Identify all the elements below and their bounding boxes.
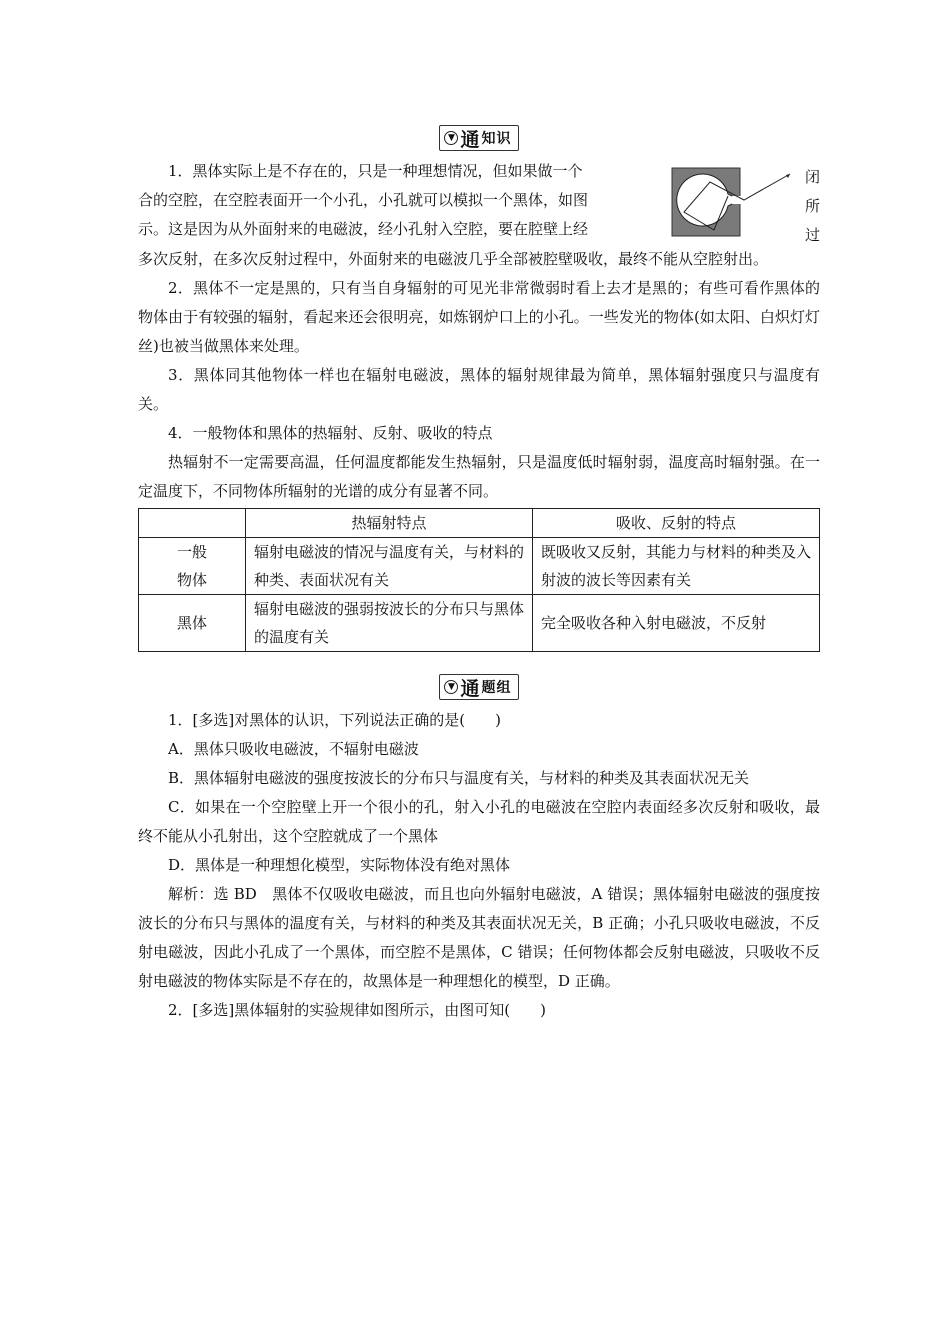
table-row: 一般 物体 辐射电磁波的情况与温度有关，与材料的种类、表面状况有关 既吸收又反射，其能力与材料的种类及入射波的波长等因素有关	[139, 538, 820, 595]
cavity-figure	[670, 163, 820, 245]
side-text: 闭 所 过	[804, 168, 820, 244]
paragraph-1	[138, 157, 820, 274]
answer-explanation: 解析：选 BD 黑体不仅吸收电磁波，而且也向外辐射电磁波，A 错误；黑体辐射电磁波的强度按波长的分布只与黑体的温度有关，与材料的种类及其表面状况无关，B 正确；小孔只吸收电磁波，不反射电磁波，因此小孔成了一个黑体，而空腔不是黑体，C 错误；任何物体都会反射电磁波，只吸收不反射电磁波的物体实际是不存在的，故黑体是一种理想化的模型，D 正确。	[138, 885, 820, 990]
section-header-knowledge	[138, 125, 820, 155]
option-a: A．黑体只吸收电磁波，不辐射电磁波	[168, 740, 419, 758]
question-1: 1．[多选]对黑体的认识，下列说法正确的是( )	[168, 711, 501, 729]
option-c: C．如果在一个空腔壁上开一个很小的孔，射入小孔的电磁波在空腔内表面经多次反射和吸收，最终不能从小孔射出，这个空腔就成了一个黑体	[138, 798, 820, 845]
p1-line1: 1．黑体实际上是不存在的，只是一种理想情况，但如果做一个	[168, 162, 583, 180]
paragraph-2: 2．黑体不一定是黑的，只有当自身辐射的可见光非常微弱时看上去才是黑的；有些可看作黑体的物体由于有较强的辐射，看起来还会很明亮，如炼钢炉口上的小孔。一些发光的物体(如太阳、白炽灯灯丝)也被当做黑体来处理。	[138, 279, 820, 355]
badge-label: 题组	[481, 680, 512, 696]
comparison-table	[138, 508, 820, 652]
chevron-down-icon: ▼	[444, 131, 458, 145]
question-2: 2．[多选]黑体辐射的实验规律如图所示，由图可知( )	[168, 1001, 546, 1019]
paragraph-4: 4．一般物体和黑体的热辐射、反射、吸收的特点	[168, 424, 493, 442]
badge-main-char: 通	[460, 128, 480, 151]
blackbody-cavity-diagram	[670, 166, 794, 248]
option-b: B．黑体辐射电磁波的强度按波长的分布只与温度有关，与材料的种类及其表面状况无关	[168, 769, 750, 787]
section-badge	[439, 674, 518, 700]
paragraph-5: 热辐射不一定需要高温，任何温度都能发生热辐射，只是温度低时辐射弱，温度高时辐射强。在一定温度下，不同物体所辐射的光谱的成分有显著不同。	[138, 453, 820, 500]
p1-line2: 合的空腔，在空腔表面开一个小孔，小孔就可以模拟一个黑体，如图	[138, 191, 589, 209]
table-header-row: 热辐射特点 吸收、反射的特点	[139, 509, 820, 538]
paragraph-3: 3．黑体同其他物体一样也在辐射电磁波，黑体的辐射规律最为简单，黑体辐射强度只与温度有关。	[138, 366, 820, 413]
document-body	[138, 125, 820, 1025]
section-badge	[439, 125, 518, 151]
p1-line3: 示。这是因为从外面射来的电磁波，经小孔射入空腔，要在腔壁上经	[138, 220, 589, 238]
option-d: D．黑体是一种理想化模型，实际物体没有绝对黑体	[168, 856, 511, 874]
chevron-down-icon: ▼	[444, 680, 458, 694]
table-row: 黑体 辐射电磁波的强弱按波长的分布只与黑体的温度有关 完全吸收各种入射电磁波，不反射	[139, 595, 820, 652]
badge-main-char: 通	[460, 677, 480, 700]
p1-rest: 多次反射，在多次反射过程中，外面射来的电磁波几乎全部被腔壁吸收，最终不能从空腔射出。	[138, 250, 769, 268]
badge-label: 知识	[481, 131, 512, 147]
section-header-exercises	[138, 674, 820, 704]
